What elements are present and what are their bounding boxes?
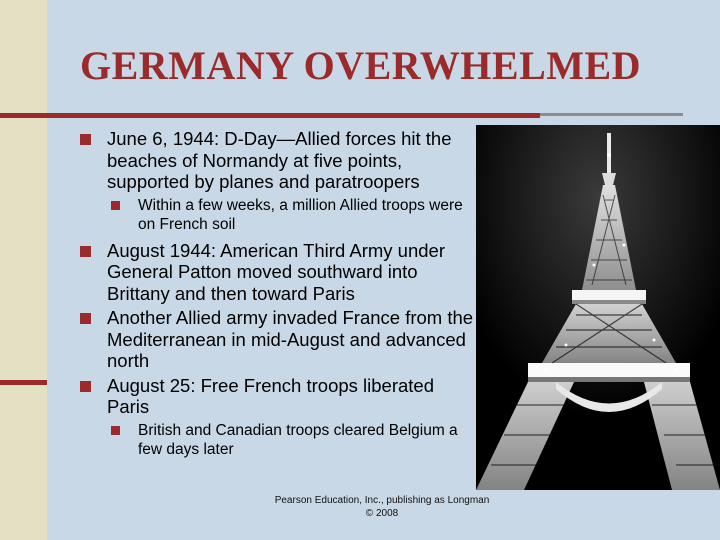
bullet-item [80, 128, 475, 193]
title-rule-red [0, 113, 540, 118]
bullet-square-icon [80, 134, 91, 145]
bullet-text: August 1944: American Third Army under General Patton moved southward into Brittany and then toward Paris [107, 239, 445, 304]
eiffel-tower-icon [476, 125, 720, 490]
bullet-text: Another Allied army invaded France from the Mediterranean in mid-August and advanced north [107, 307, 474, 371]
left-accent-bar [0, 380, 47, 385]
bullet-square-icon [111, 426, 120, 435]
sub-bullet-text: British and Canadian troops cleared Belgium a few days later [138, 421, 458, 458]
left-decorative-band [0, 0, 47, 540]
bullet-text: August 25: Free French troops liberated Paris [107, 374, 435, 417]
bullet-item [80, 240, 475, 305]
sub-bullet-item [80, 196, 475, 234]
bullet-square-icon [111, 201, 120, 210]
title-rule-gray [540, 113, 683, 116]
bullet-square-icon [80, 246, 91, 257]
footer-year: © 2008 [365, 508, 399, 519]
sub-bullet-text: Within a few weeks, a million Allied troops were on French soil [138, 196, 463, 233]
bullet-square-icon [80, 313, 91, 324]
eiffel-tower-photo [476, 125, 720, 490]
bullet-square-icon [80, 381, 91, 392]
bullet-item [80, 307, 475, 372]
sub-bullet-item [80, 421, 475, 459]
footer-publisher: Pearson Education, Inc., publishing as Longman [274, 495, 490, 506]
copyright-footer [262, 494, 502, 520]
slide-title: GERMANY OVERWHELMED [80, 43, 642, 88]
bullet-text: June 6, 1944: D-Day—Allied forces hit the beaches of Normandy at five points, supported by planes and paratroopers [107, 128, 452, 192]
bullet-list [80, 128, 475, 465]
bullet-item [80, 375, 475, 418]
